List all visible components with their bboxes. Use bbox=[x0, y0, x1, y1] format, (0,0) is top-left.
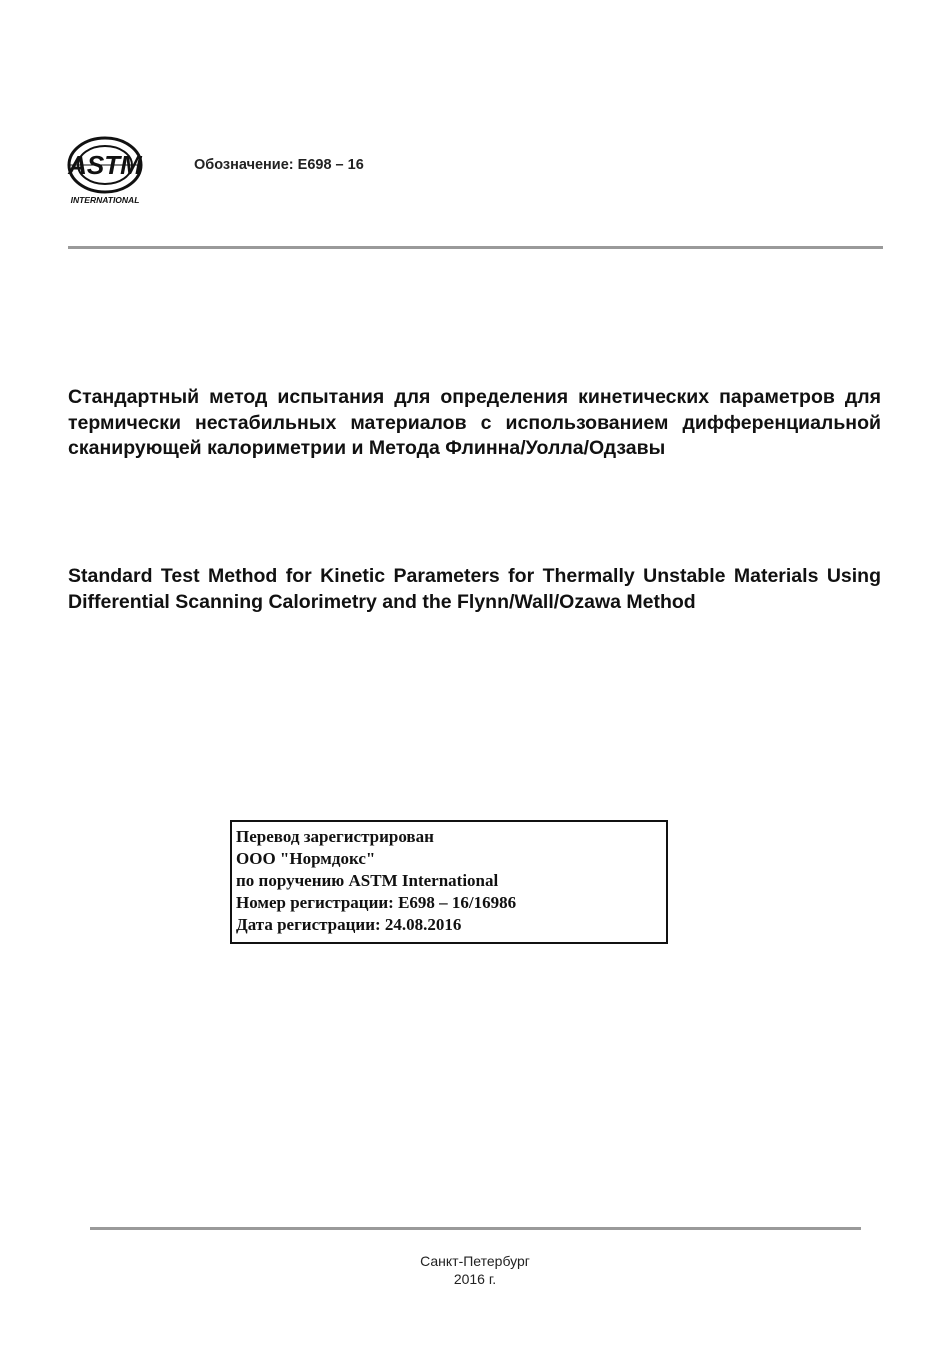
registration-line: Дата регистрации: 24.08.2016 bbox=[236, 915, 462, 934]
footer bbox=[0, 1252, 950, 1288]
footer-city: Санкт-Петербург bbox=[420, 1253, 530, 1269]
svg-text:ASTM: ASTM bbox=[68, 150, 142, 180]
registration-box bbox=[230, 820, 668, 944]
logo-text: INTERNATIONAL bbox=[70, 195, 140, 205]
title-russian: Стандартный метод испытания для определения кинетических параметров для термически нестабильных материалов с использованием дифференциальной сканирующей калориметрии и Метода Флинна/Уолла/Одзавы bbox=[68, 386, 881, 459]
top-divider bbox=[68, 246, 883, 249]
footer-year: 2016 г. bbox=[453, 1271, 497, 1287]
registration-line: Номер регистрации: E698 – 16/16986 bbox=[236, 893, 517, 912]
registration-line: ООО "Нормдокс" bbox=[236, 849, 376, 868]
astm-logo bbox=[64, 135, 146, 207]
registration-line: по поручению ASTM International bbox=[236, 871, 499, 890]
bottom-divider bbox=[90, 1227, 861, 1230]
title-english: Standard Test Method for Kinetic Parameters for Thermally Unstable Materials Using Differential Scanning Calorimetry and the Flynn/Wall/Ozawa Method bbox=[68, 565, 881, 613]
astm-international-logo-icon bbox=[64, 135, 146, 207]
designation: Обозначение: E698 – 16 bbox=[194, 157, 364, 173]
registration-line: Перевод зарегистрирован bbox=[236, 827, 434, 846]
